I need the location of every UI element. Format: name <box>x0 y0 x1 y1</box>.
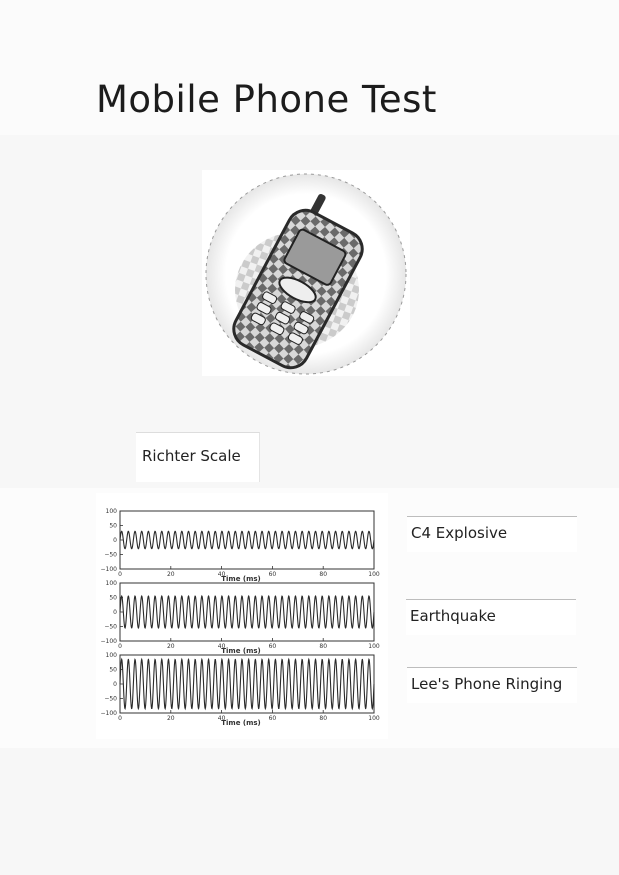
y-tick-label: 50 <box>109 522 117 530</box>
y-tick-label: 100 <box>105 508 117 515</box>
label-c4-explosive: C4 Explosive <box>407 516 577 552</box>
y-tick-label: −100 <box>100 566 117 573</box>
x-tick-label: 20 <box>166 643 175 650</box>
y-tick-label: 50 <box>109 666 117 674</box>
y-tick-label: 100 <box>105 580 117 587</box>
y-tick-label: 0 <box>113 537 117 544</box>
waveform-line <box>120 531 374 548</box>
y-tick-label: 0 <box>113 681 117 688</box>
x-tick-label: 40 <box>217 715 226 722</box>
y-tick-label: −50 <box>104 551 117 559</box>
x-axis-label: Time (ms) <box>221 719 261 727</box>
x-tick-label: 60 <box>268 571 277 578</box>
y-tick-label: 50 <box>109 594 117 602</box>
y-tick-label: −50 <box>104 623 117 631</box>
label-lees-phone-ringing: Lee's Phone Ringing <box>407 667 577 703</box>
y-tick-label: −100 <box>100 638 117 645</box>
phone-photo <box>202 170 410 376</box>
x-tick-label: 100 <box>368 643 380 650</box>
x-tick-label: 40 <box>217 571 226 578</box>
x-tick-label: 60 <box>268 643 277 650</box>
x-tick-label: 20 <box>166 571 175 578</box>
x-axis-label: Time (ms) <box>221 647 261 655</box>
x-tick-label: 0 <box>118 571 122 578</box>
x-tick-label: 20 <box>166 715 175 722</box>
x-tick-label: 100 <box>368 715 380 722</box>
x-tick-label: 0 <box>118 715 122 722</box>
x-tick-label: 0 <box>118 643 122 650</box>
x-tick-label: 60 <box>268 715 277 722</box>
y-tick-label: −50 <box>104 695 117 703</box>
waveform-charts <box>96 493 388 739</box>
y-tick-label: 100 <box>105 652 117 659</box>
x-tick-label: 80 <box>319 643 328 650</box>
page-title: Mobile Phone Test <box>96 78 437 121</box>
label-earthquake: Earthquake <box>406 599 576 635</box>
mobile-phone-icon <box>202 170 410 376</box>
x-axis-label: Time (ms) <box>221 575 261 583</box>
x-tick-label: 80 <box>319 571 328 578</box>
waveform-line <box>120 596 374 628</box>
x-tick-label: 40 <box>217 643 226 650</box>
richter-scale-label: Richter Scale <box>136 432 260 482</box>
y-tick-label: −100 <box>100 710 117 717</box>
waveform-line <box>120 659 374 708</box>
waveform-svg <box>96 493 388 739</box>
x-tick-label: 100 <box>368 571 380 578</box>
x-tick-label: 80 <box>319 715 328 722</box>
y-tick-label: 0 <box>113 609 117 616</box>
